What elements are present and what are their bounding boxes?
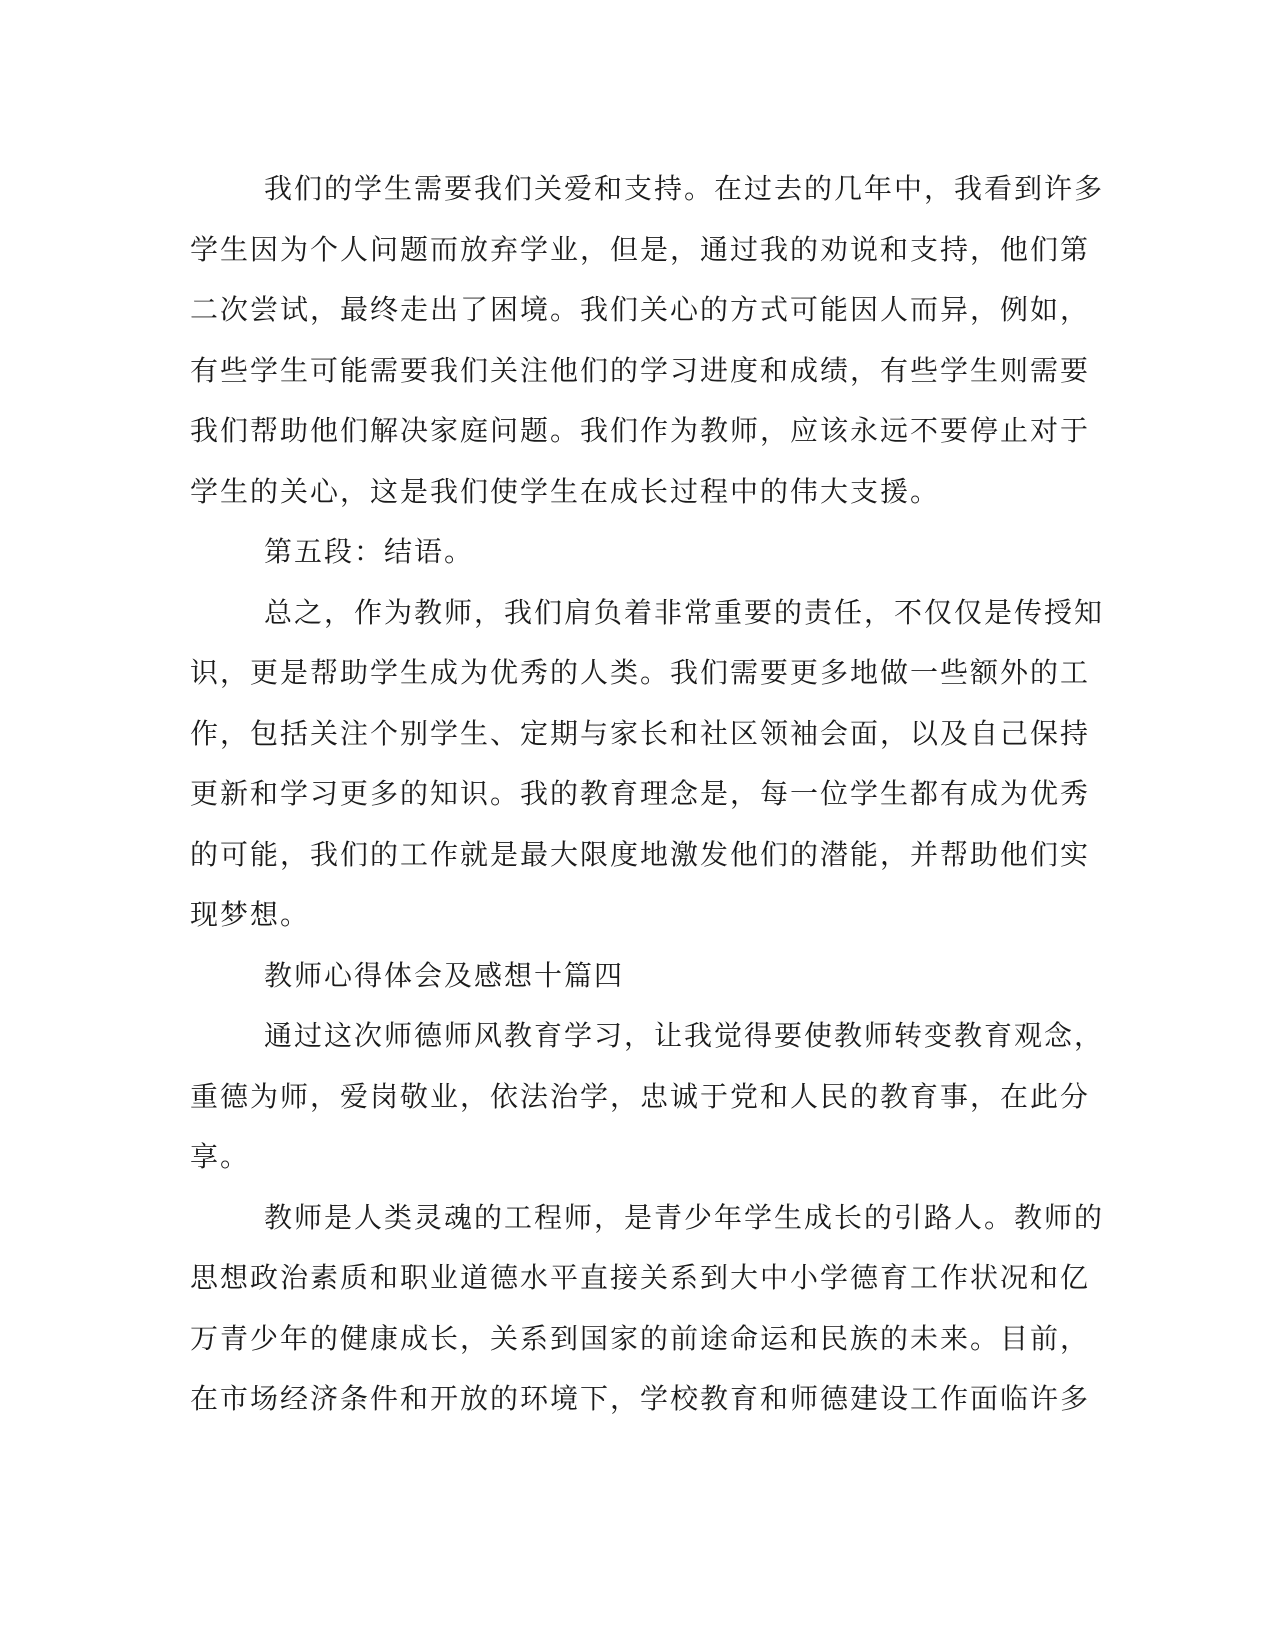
- paragraph-care-for-students: [190, 159, 1105, 522]
- document-body: [190, 159, 1105, 1430]
- section-heading-article-four: [190, 946, 1080, 1007]
- heading-text: 教师心得体会及感想十篇四: [264, 958, 625, 992]
- text-line: 我们的学生需要我们关爱和支持。在过去的几年中，我看到许多: [264, 172, 1105, 205]
- text-line: 更新和学习更多的知识。我的教育理念是，每一位学生都有成为优秀: [190, 777, 1091, 810]
- text-line: 有些学生可能需要我们关注他们的学习进度和成绩，有些学生则需要: [190, 353, 1091, 387]
- text-line: 思想政治素质和职业道德水平直接关系到大中小学德育工作状况和亿: [190, 1261, 1091, 1294]
- paragraph-teacher-role: [190, 1188, 1105, 1430]
- text-line: 通过这次师德师风教育学习，让我觉得要使教师转变教育观念，: [264, 1019, 1105, 1052]
- text-line: 二次尝试，最终走出了困境。我们关心的方式可能因人而异，例如，: [190, 293, 1091, 326]
- paragraph-conclusion: [190, 583, 1105, 946]
- text-line: 享。: [190, 1140, 251, 1173]
- text-line: 万青少年的健康成长，关系到国家的前途命运和民族的未来。目前，: [190, 1321, 1091, 1355]
- heading-text: 第五段：结语。: [264, 535, 475, 568]
- text-line: 教师是人类灵魂的工程师，是青少年学生成长的引路人。教师的: [264, 1200, 1105, 1234]
- text-line: 的可能，我们的工作就是最大限度地激发他们的潜能，并帮助他们实: [190, 837, 1091, 871]
- text-line: 现梦想。: [190, 898, 311, 931]
- section-heading-conclusion: [190, 522, 1080, 583]
- text-line: 在市场经济条件和开放的环境下，学校教育和师德建设工作面临许多: [190, 1382, 1091, 1415]
- text-line: 学生的关心，这是我们使学生在成长过程中的伟大支援。: [190, 474, 941, 508]
- paragraph-ethics-study: [190, 1006, 1105, 1188]
- text-line: 学生因为个人问题而放弃学业，但是，通过我的劝说和支持，他们第: [190, 232, 1091, 266]
- text-line: 识，更是帮助学生成为优秀的人类。我们需要更多地做一些额外的工: [190, 656, 1091, 689]
- text-line: 作，包括关注个别学生、定期与家长和社区领袖会面，以及自己保持: [190, 716, 1091, 750]
- text-line: 总之，作为教师，我们肩负着非常重要的责任，不仅仅是传授知: [264, 595, 1105, 629]
- text-line: 重德为师，爱岗敬业，依法治学，忠诚于党和人民的教育事，在此分: [190, 1079, 1091, 1113]
- text-line: 我们帮助他们解决家庭问题。我们作为教师，应该永远不要停止对于: [190, 414, 1091, 447]
